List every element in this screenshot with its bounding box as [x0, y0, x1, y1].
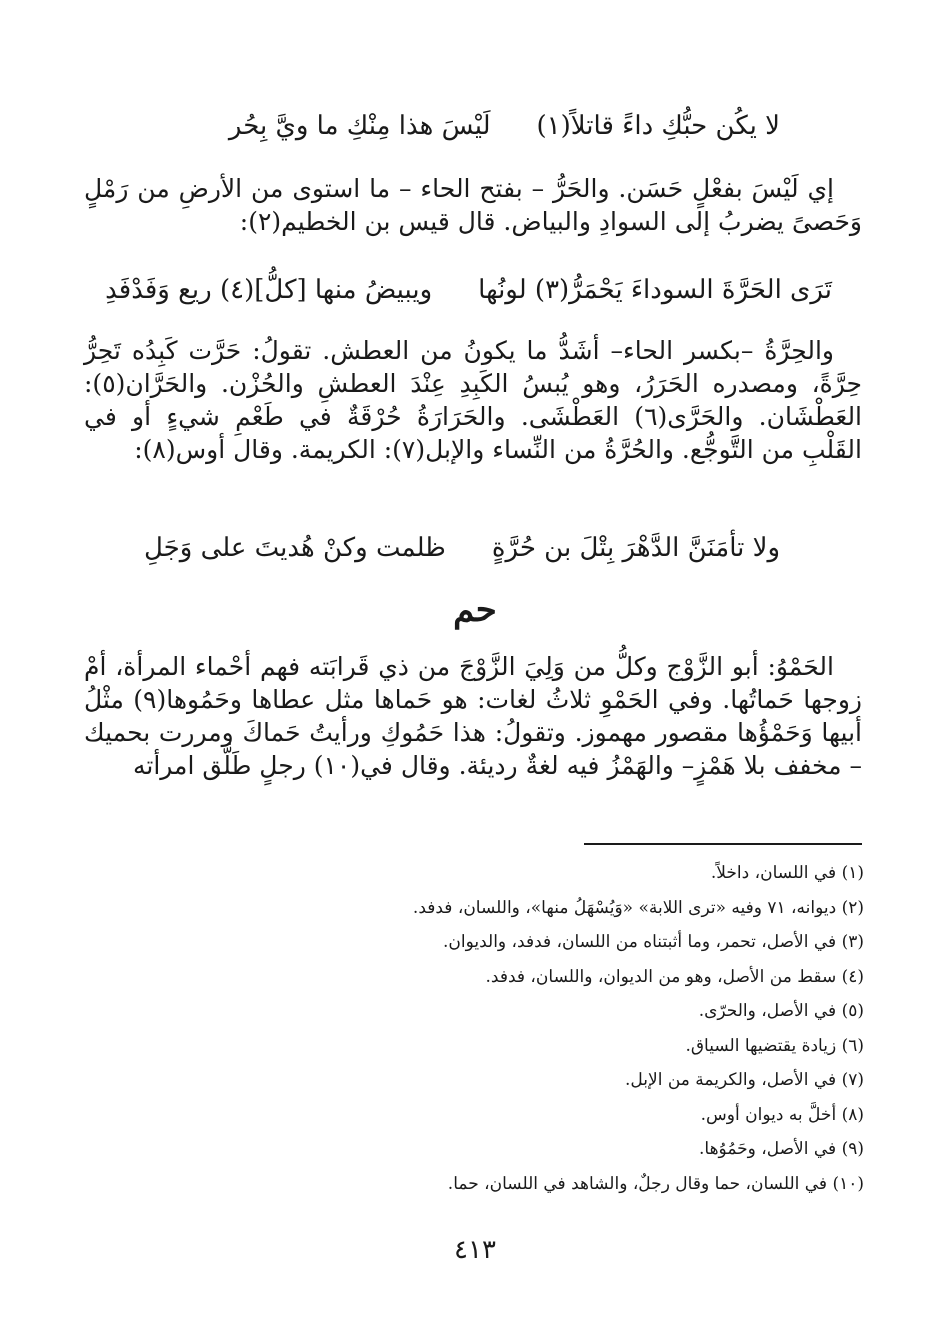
paragraph-3-text: الحَمْوُ: أبو الزَّوْج وكلُّ من وَلِيَ الزَّوْجَ من ذي قَرابَته فهم أحْماء المرأة، أمْ زوجها حَماتُها. وفي الحَمْوِ ثلاثُ لغات: هو حَماها مثل عطاها وحَمُوها(٩) مثْلُ أبيها وَحَمْؤُها مقصور مهموز. وتقولُ: هذا حَمُوكِ ورأيتُ حَماكَ ومررت بحميك – مخفف بلا هَمْزٍ– والهَمْزُ فيه لغةٌ رديئة. وقال في(١٠) رجلٍ طَلَّق امرأته — [84, 652, 862, 780]
footnote-6: (٦) زيادة يقتضيها السياق. — [685, 1035, 864, 1056]
footnote-3: (٣) في الأصل، تحمر، وما أثبتناه من اللسان، فدفد، والديوان. — [442, 932, 864, 952]
footnote-1: (١) في اللسان، داخلاً. — [710, 863, 864, 883]
verse-1-first-hemistich: لا يكُن حبُّكِ داءً قاتلاً(١) — [536, 111, 780, 141]
verse-3-first-hemistich: ولا تأمَنَنَّ الدَّهْرَ بِتْلَ بن حُرَّةٍ — [491, 533, 780, 563]
verse-1-second-hemistich: لَيْسَ هذا مِنْكِ ما ويَّ بِحُر — [228, 111, 491, 141]
verse-2-first-hemistich: تَرَى الحَرَّةَ السوداءَ يَحْمَرُّ(٣) لونُها — [478, 275, 832, 305]
footnote-2: (٢) ديوانه، ٧١ وفيه «ترى اللابة» «وَيُسْهَلُ منها»، واللسان، فدفد. — [412, 897, 864, 918]
paragraph-2-text: والحِرَّةُ –بكسر الحاء– أشَدُّ ما يكونُ من العطش. تقولُ: حَرَّت كَبِدُه تَحِرُّ حِرَّةً، ومصدره الحَرَرُ، وهو يُبسُ الكَبِدِ عِنْدَ العطشِ والحُزْن. والحَرَّان(٥): العَطْشَان. والحَرَّى(٦) العَطْشَى. والحَرَارَةُ حُرْقَةٌ في طَعْمِ شيءٍ أو في القَلْبِ من التَّوجُّع. والحُرَّةُ من النِّساء والإبل(٧): الكريمة. وقال أوس(٨): — [84, 336, 863, 464]
paragraph-1 — [84, 172, 862, 238]
paragraph-2 — [84, 334, 862, 466]
footnote-5: (٥) في الأصل، والحرّى. — [698, 1001, 864, 1021]
verse-line-2 — [105, 270, 832, 310]
paragraph-3 — [84, 650, 862, 782]
footnote-7: (٧) في الأصل، والكريمة من الإبل. — [625, 1070, 864, 1090]
verse-line-1 — [229, 106, 780, 146]
verse-line-3 — [144, 528, 780, 568]
page-number: ٤١٣ — [454, 1235, 496, 1265]
footnote-separator — [584, 843, 862, 845]
footnote-8: (٨) أخلَّ به ديوان أوس. — [700, 1104, 864, 1125]
entry-heading: حم — [453, 590, 497, 630]
footnote-9: (٩) في الأصل، وحَمُوُها. — [698, 1139, 864, 1159]
footnote-10: (١٠) في اللسان، حما وقال رجلٌ، والشاهد في اللسان، حما. — [447, 1173, 864, 1194]
footnotes-list — [84, 856, 864, 1201]
paragraph-1-text: إي لَيْسَ بفعْلٍ حَسَن. والحَرُّ – بفتح الحاء – ما استوى من الأرضِ من رَمْلٍ وَحَصىً يضربُ إلى السوادِ والبياض. قال قيس بن الخطيم(٢): — [84, 174, 862, 236]
verse-3-second-hemistich: ظلمت وكنْ هُديتَ على وَجَلِ — [143, 533, 446, 563]
verse-2-second-hemistich: ويبيضُ منها [كلُّ](٤) ريع وَفَدْفَدِ — [105, 275, 433, 305]
footnote-4: (٤) سقط من الأصل، وهو من الديوان، واللسان، فدفد. — [485, 966, 864, 987]
